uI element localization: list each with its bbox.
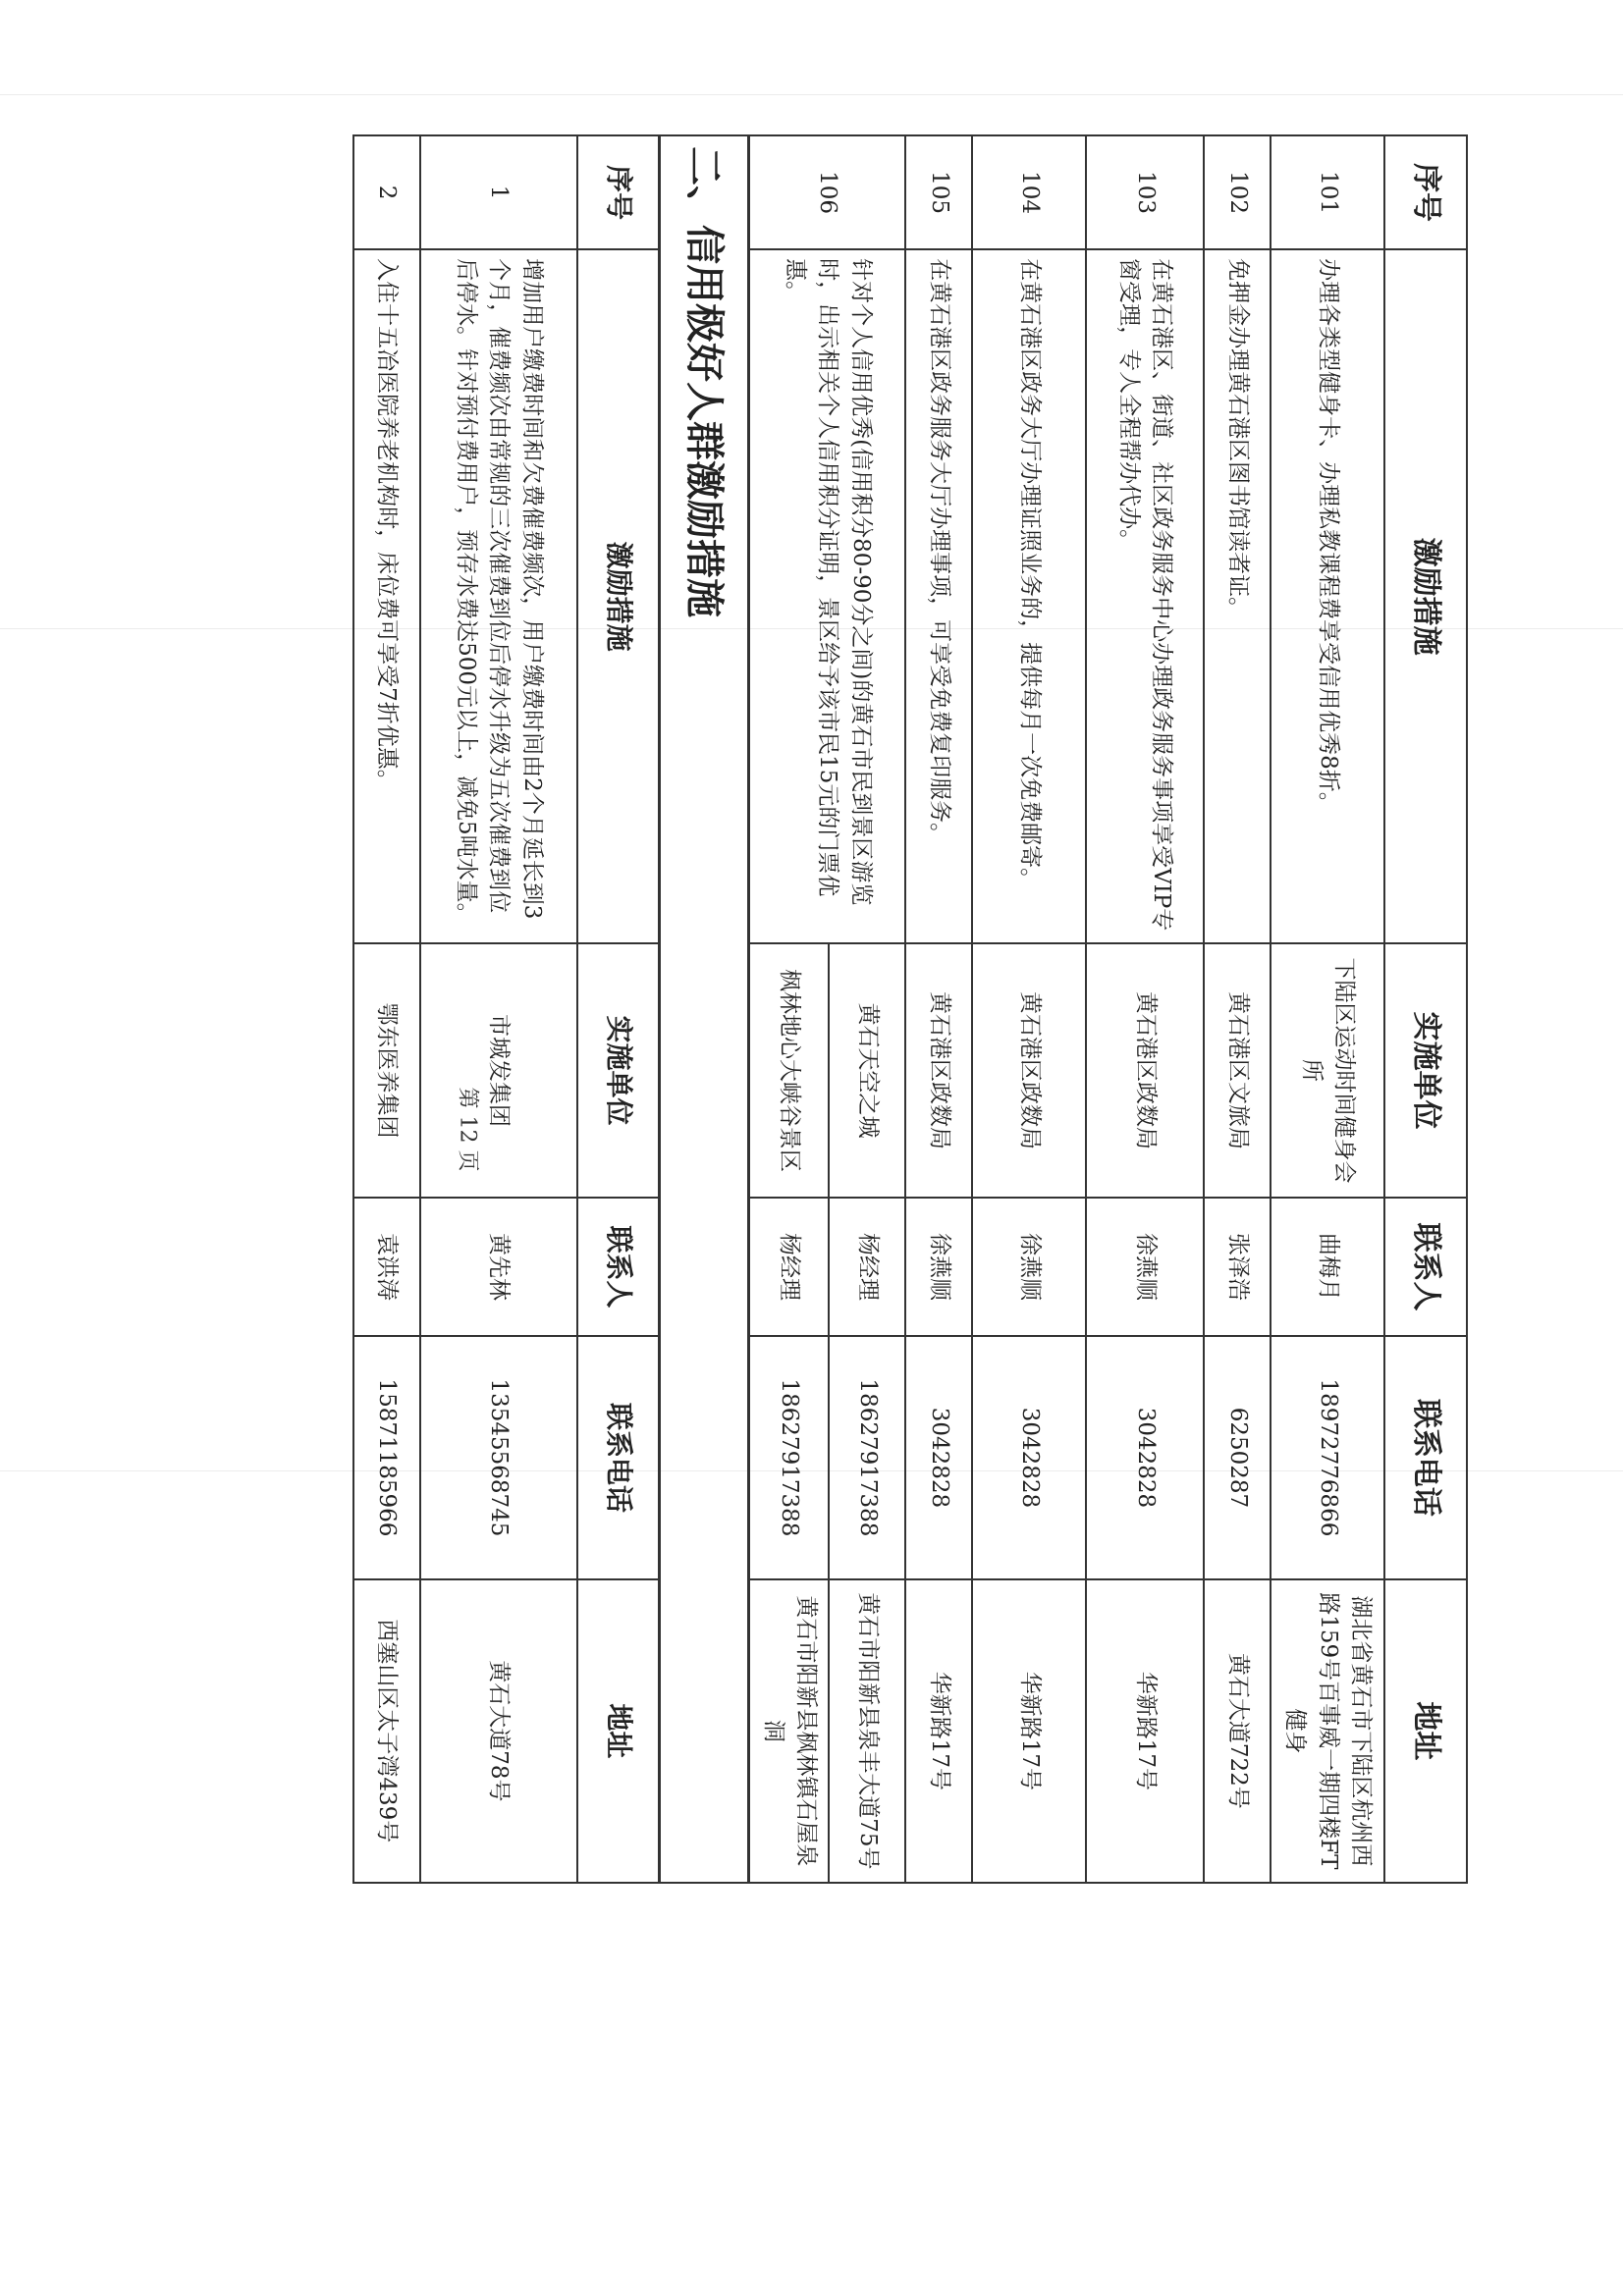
row-no: 101 bbox=[1271, 135, 1384, 249]
header-measure: 激励措施 bbox=[577, 249, 660, 943]
row-measure: 办理各类型健身卡、办理私教课程费享受信用优秀8折。 bbox=[1271, 249, 1384, 943]
row-unit: 黄石港区文旅局 bbox=[1204, 943, 1271, 1198]
row-no: 2 bbox=[353, 135, 420, 249]
table-row bbox=[353, 135, 420, 1883]
row-address: 黄石大道722号 bbox=[1204, 1579, 1271, 1883]
row-address: 华新路17号 bbox=[972, 1579, 1086, 1883]
row-address: 黄石大道78号 bbox=[420, 1579, 577, 1883]
row-phone: 13545568745 bbox=[420, 1336, 577, 1578]
row-measure: 入住十五冶医院养老机构时，床位费可享受7折优惠。 bbox=[353, 249, 420, 943]
row-address: 黄石市阳新县泉丰大道75号 bbox=[829, 1579, 905, 1883]
row-phone: 3042828 bbox=[905, 1336, 972, 1578]
row-person: 杨经理 bbox=[829, 1198, 905, 1336]
header-no: 序号 bbox=[577, 135, 660, 249]
row-unit: 黄石天空之城 bbox=[829, 943, 905, 1198]
header-no: 序号 bbox=[1384, 135, 1467, 249]
row-no: 1 bbox=[420, 135, 577, 249]
row-no: 102 bbox=[1204, 135, 1271, 249]
header-person: 联系人 bbox=[577, 1198, 660, 1336]
header-address: 地址 bbox=[577, 1579, 660, 1883]
row-measure: 在黄石港区、街道、社区政务服务中心办理政务服务事项享受VIP专窗受理，专人全程帮办代办。 bbox=[1086, 249, 1204, 943]
table-header-row bbox=[1384, 135, 1467, 1883]
row-measure: 在黄石港区政务服务大厅办理事项，可享受免费复印服务。 bbox=[905, 249, 972, 943]
header-unit: 实施单位 bbox=[577, 943, 660, 1198]
table-header-row bbox=[577, 135, 660, 1883]
row-no: 106 bbox=[749, 135, 905, 249]
row-person: 张泽浩 bbox=[1204, 1198, 1271, 1336]
row-measure: 增加用户缴费时间和欠费催费频次，用户缴费时间由2个月延长到3个月，催费频次由常规的三次催费到位后停水升级为五次催费到位后停水。针对预付费用户，预存水费达500元以上，减免5吨水量。 bbox=[420, 249, 577, 943]
row-no: 105 bbox=[905, 135, 972, 249]
header-measure: 激励措施 bbox=[1384, 249, 1467, 943]
row-person: 黄先林 bbox=[420, 1198, 577, 1336]
table-row bbox=[829, 135, 905, 1883]
header-person: 联系人 bbox=[1384, 1198, 1467, 1336]
row-person: 杨经理 bbox=[749, 1198, 829, 1336]
table-row bbox=[1271, 135, 1384, 1883]
section-title-row bbox=[660, 135, 749, 1883]
row-address: 西塞山区太子湾439号 bbox=[353, 1579, 420, 1883]
row-address: 华新路17号 bbox=[905, 1579, 972, 1883]
row-person: 徐燕顺 bbox=[905, 1198, 972, 1336]
header-address: 地址 bbox=[1384, 1579, 1467, 1883]
incentive-table bbox=[352, 134, 1468, 1884]
table-row bbox=[1086, 135, 1204, 1883]
table-row bbox=[972, 135, 1086, 1883]
header-phone: 联系电话 bbox=[1384, 1336, 1467, 1578]
table-row bbox=[1204, 135, 1271, 1883]
row-person: 徐燕顺 bbox=[972, 1198, 1086, 1336]
row-unit: 黄石港区政数局 bbox=[905, 943, 972, 1198]
row-phone: 3042828 bbox=[1086, 1336, 1204, 1578]
page-number: 第 12 页 bbox=[455, 1087, 480, 1172]
row-unit: 市城发集团 bbox=[420, 943, 577, 1198]
row-address: 华新路17号 bbox=[1086, 1579, 1204, 1883]
row-unit: 黄石港区政数局 bbox=[972, 943, 1086, 1198]
row-address: 湖北省黄石市下陆区杭州西路159号百事威一期四楼FT健身 bbox=[1271, 1579, 1384, 1883]
row-person: 袁洪涛 bbox=[353, 1198, 420, 1336]
table-row bbox=[905, 135, 972, 1883]
row-unit: 下陆区运动时间健身会所 bbox=[1271, 943, 1384, 1198]
row-phone: 18627917388 bbox=[749, 1336, 829, 1578]
row-phone: 18972776866 bbox=[1271, 1336, 1384, 1578]
row-person: 徐燕顺 bbox=[1086, 1198, 1204, 1336]
row-phone: 15871185966 bbox=[353, 1336, 420, 1578]
row-measure: 针对个人信用优秀(信用积分80-90分之间)的黄石市民到景区游览时，出示相关个人信用积分证明，景区给予该市民15元的门票优惠。 bbox=[749, 249, 905, 943]
row-address: 黄石市阳新县枫林镇石屋泉洞 bbox=[749, 1579, 829, 1883]
rotated-page-content bbox=[204, 134, 1468, 1884]
row-unit: 枫林地心大峡谷景区 bbox=[749, 943, 829, 1198]
row-measure: 在黄石港区政务大厅办理证照业务的，提供每月一次免费邮寄。 bbox=[972, 249, 1086, 943]
section-title: 二、信用极好人群激励措施 bbox=[660, 135, 749, 1883]
table-row bbox=[420, 135, 577, 1883]
row-no: 103 bbox=[1086, 135, 1204, 249]
row-phone: 3042828 bbox=[972, 1336, 1086, 1578]
row-measure: 免押金办理黄石港区图书馆读者证。 bbox=[1204, 249, 1271, 943]
header-phone: 联系电话 bbox=[577, 1336, 660, 1578]
row-unit: 鄂东医养集团 bbox=[353, 943, 420, 1198]
row-phone: 6250287 bbox=[1204, 1336, 1271, 1578]
row-no: 104 bbox=[972, 135, 1086, 249]
row-unit: 黄石港区政数局 bbox=[1086, 943, 1204, 1198]
row-person: 曲梅月 bbox=[1271, 1198, 1384, 1336]
row-phone: 18627917388 bbox=[829, 1336, 905, 1578]
header-unit: 实施单位 bbox=[1384, 943, 1467, 1198]
